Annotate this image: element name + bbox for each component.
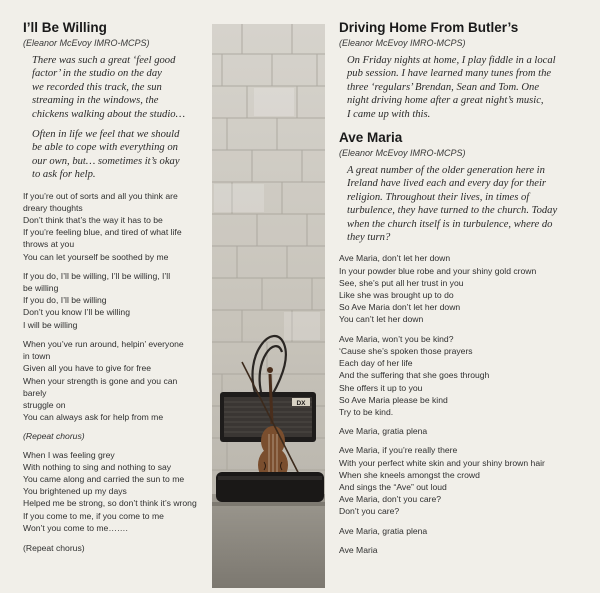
lyric-line: Ave Maria, won’t you be kind? — [339, 333, 454, 344]
liner-note — [339, 54, 591, 121]
lyric-verse — [23, 338, 203, 423]
note-line: Often in life we feel that we should — [32, 129, 180, 141]
lyric-line: Helped me be strong, so don’t think it’s wrong — [23, 498, 197, 509]
lyric-line: throws at you — [23, 239, 75, 250]
lyric-line: Each day of her life — [339, 358, 413, 369]
lyric-line: Ave Maria, don’t let her down — [339, 253, 451, 264]
lyric-line: Don’t think that’s the way it has to be — [23, 215, 163, 226]
note-line: I came up with this. — [347, 108, 431, 120]
lyric-verse — [23, 449, 203, 534]
lyric-closing: Ave Maria — [339, 544, 378, 555]
lyric-line: And sings the “Ave” out loud — [339, 481, 447, 492]
lyric-line: So Ave Maria don’t let her down — [339, 302, 461, 313]
photo-illustration — [212, 24, 325, 588]
note-line: chickens walking about the studio… — [32, 108, 185, 120]
lyric-line: With your perfect white skin and your shiny brown hair — [339, 457, 545, 468]
song-title-ill-be-willing: I’ll Be Willing — [23, 20, 107, 35]
fiddle-amp-photo — [212, 24, 325, 588]
lyric-chorus — [23, 270, 203, 331]
lyric-verse — [23, 190, 203, 263]
note-line: night driving home after a great night’s music, — [347, 95, 544, 107]
note-line: be able to cope with everything on — [32, 142, 178, 154]
lyric-line: Ave Maria, if you’re really there — [339, 445, 458, 456]
lyric-line: When she kneels amongst the crowd — [339, 469, 480, 480]
right-column — [339, 20, 591, 556]
lyric-line: If you do, I’ll be willing, I’ll be willing, I’ll — [23, 270, 171, 281]
lyric-verse — [339, 252, 591, 325]
lyric-line: With nothing to sing and nothing to say — [23, 461, 172, 472]
note-line: religion. Throughout their lives, in times of — [347, 191, 530, 203]
lyric-line: Given all you have to give for free — [23, 363, 152, 374]
lyric-verse — [339, 444, 591, 517]
lyric-line: dreary thoughts — [23, 202, 83, 213]
lyric-line: in town — [23, 351, 51, 362]
fiddle-case — [216, 472, 324, 502]
note-line: A great number of the older generation here in — [347, 165, 545, 177]
lyric-line: See, she’s put all her trust in you — [339, 277, 464, 288]
note-line: There was such a great ‘feel good — [32, 55, 176, 66]
note-line: Ireland have lived each and every day for their — [347, 178, 547, 190]
lyric-line: be willing — [23, 283, 59, 294]
note-line: they turn? — [347, 232, 391, 244]
lyric-line: You brightened up my days — [23, 486, 127, 497]
note-line: pub session. I have learned many tunes from the — [347, 68, 552, 80]
lyric-refrain: Ave Maria, gratia plena — [339, 426, 428, 437]
amp-label: DX — [296, 400, 306, 407]
liner-note — [23, 54, 203, 121]
song-credit: (Eleanor McEvoy IMRO-MCPS) — [339, 148, 466, 159]
lyric-line: You can let yourself be soothed by me — [23, 251, 169, 262]
lyric-line: She offers it up to you — [339, 382, 423, 393]
lyric-refrain: Ave Maria, gratia plena — [339, 525, 428, 536]
note-line: On Friday nights at home, I play fiddle in a local — [347, 55, 556, 66]
song-title-ave-maria: Ave Maria — [339, 130, 403, 146]
liner-note — [23, 128, 203, 182]
note-line: streaming in the windows, the — [32, 95, 159, 107]
note-line: our own, but… sometimes it’s okay — [32, 155, 180, 167]
lyric-line: And the suffering that she goes through — [339, 370, 490, 381]
lyric-verse — [339, 333, 591, 418]
lyric-line: I will be willing — [23, 319, 78, 330]
lyric-line: If you do, I’ll be willing — [23, 295, 107, 306]
lyric-line: You can always ask for help from me — [23, 412, 164, 423]
lyric-line: You can’t let her down — [339, 314, 424, 325]
song-title-driving-home: Driving Home From Butler’s — [339, 20, 519, 35]
lyric-line: If you’re out of sorts and all you think are — [23, 190, 178, 201]
song-credit: (Eleanor McEvoy IMRO-MCPS) — [339, 38, 466, 48]
lyric-line: struggle on — [23, 399, 66, 410]
lyric-line: If you’re feeling blue, and tired of what life — [23, 227, 182, 238]
lyric-line: When I was feeling grey — [23, 449, 115, 460]
lyric-line: So Ave Maria please be kind — [339, 394, 448, 405]
note-line: turbulence, they have turned to the church. Today — [347, 205, 558, 217]
lyric-line: Don’t you care? — [339, 506, 400, 517]
repeat-chorus-note: (Repeat chorus) — [23, 431, 85, 442]
note-line: when the church itself is in turbulence, where do — [347, 218, 553, 230]
floor — [212, 494, 325, 588]
lyric-line: Don’t you know I’ll be willing — [23, 307, 130, 318]
note-line: factor’ in the studio on the day — [32, 68, 162, 80]
repeat-chorus-note: (Repeat chorus) — [23, 542, 85, 553]
note-line: we recorded this track, the sun — [32, 81, 162, 93]
lyric-line: Like she was brought up to do — [339, 290, 454, 301]
lyric-line: If you come to me, if you come to me — [23, 510, 164, 521]
lyric-line: In your powder blue robe and your shiny gold crown — [339, 265, 537, 276]
lyric-line: You came along and carried the sun to me — [23, 473, 185, 484]
liner-note — [339, 164, 591, 244]
lyric-line: ‘Cause she’s spoken those prayers — [339, 345, 473, 356]
left-column — [23, 20, 203, 554]
lyric-line: Won’t you come to me……. — [23, 522, 128, 533]
note-line: three ‘regulars’ Brendan, Sean and Tom. One — [347, 81, 540, 93]
lyric-line: When your strength is gone and you can barely — [23, 375, 178, 398]
song-credit: (Eleanor McEvoy IMRO-MCPS) — [23, 38, 150, 48]
lyric-line: Try to be kind. — [339, 406, 394, 417]
lyric-line: When you’ve run around, helpin’ everyone — [23, 338, 184, 349]
note-line: to ask for help. — [32, 169, 96, 181]
lyric-line: Ave Maria, don’t you care? — [339, 494, 442, 505]
